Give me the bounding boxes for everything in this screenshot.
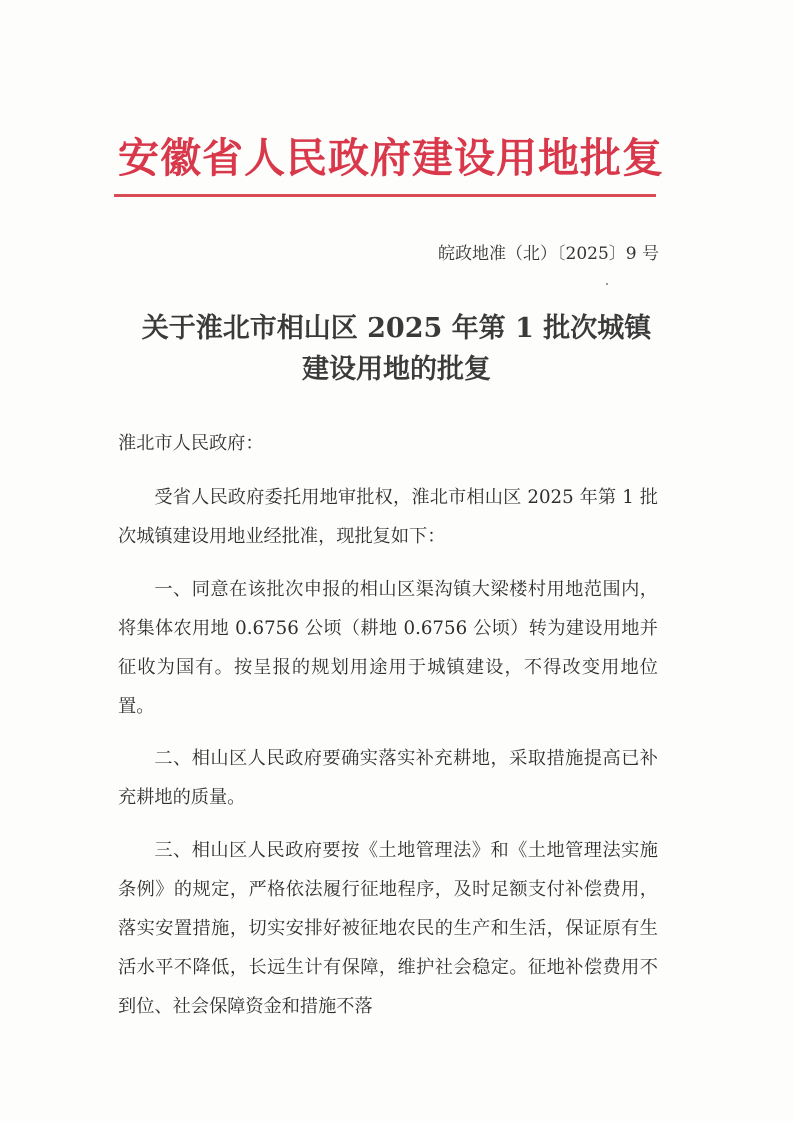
issuer-header-title: 安徽省人民政府建设用地批复 <box>118 134 664 182</box>
body-paragraph-intro: 受省人民政府委托用地审批权，淮北市相山区 2025 年第 1 批次城镇建设用地业经批准，现批复如下： <box>118 487 658 547</box>
addressee: 淮北市人民政府： <box>118 433 264 454</box>
document-title <box>100 308 693 390</box>
document-number: 皖政地准（北）〔2025〕9 号 <box>438 244 659 264</box>
body-paragraph-item-3: 三、相山区人民政府要按《土地管理法》和《土地管理法实施条例》的规定，严格依法履行征地程序，及时足额支付补偿费用，落实安置措施，切实安排好被征地农民的生产和生活，保证原有生活水平不降低，长远生计有保障，维护社会稳定。征地补偿费用不到位、社会保障资金和措施不落 <box>118 839 658 1017</box>
document-title-line-1: 关于淮北市相山区 2025 年第 1 批次城镇 <box>141 313 652 344</box>
body-paragraph-item-1: 一、同意在该批次申报的相山区渠沟镇大梁楼村用地范围内，将集体农用地 0.6756 公顷（耕地 0.6756 公顷）转为建设用地并征收为国有。按呈报的规划用途用于城镇建设，不得改变用地位置。 <box>118 578 658 717</box>
body-paragraph-item-2: 二、相山区人民政府要确实落实补充耕地，采取措施提高已补充耕地的质量。 <box>118 748 658 808</box>
document-title-line-2: 建设用地的批复 <box>302 354 491 385</box>
red-divider-line <box>114 194 656 197</box>
document-body <box>118 424 658 1039</box>
scan-speck <box>606 283 608 285</box>
